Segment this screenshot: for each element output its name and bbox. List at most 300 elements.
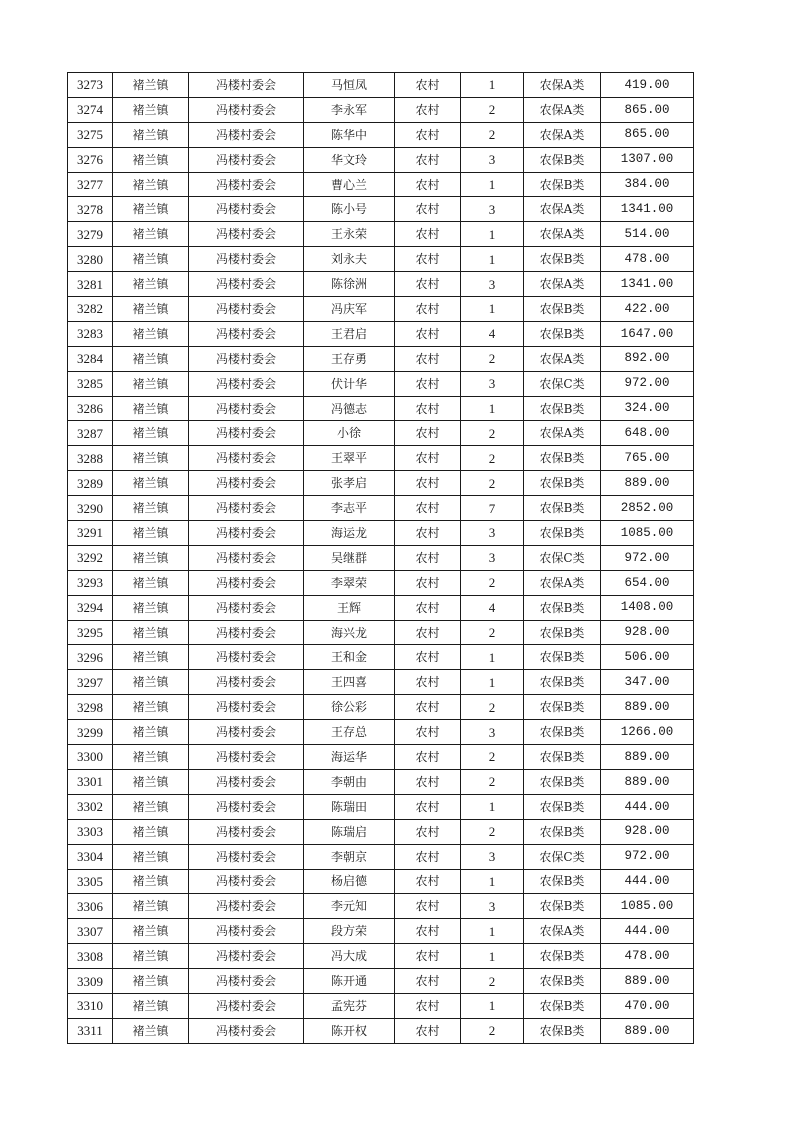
table-row (68, 695, 694, 720)
insurance-category-cell: 农保B类 (524, 869, 601, 894)
household-type-cell: 农村 (395, 172, 461, 197)
amount-cell: 892.00 (601, 346, 694, 371)
member-count-cell: 1 (461, 645, 524, 670)
amount-cell: 1341.00 (601, 272, 694, 297)
amount-cell: 514.00 (601, 222, 694, 247)
amount-cell: 889.00 (601, 695, 694, 720)
table-row (68, 371, 694, 396)
town-cell: 褚兰镇 (113, 147, 189, 172)
insurance-category-cell: 农保B类 (524, 894, 601, 919)
member-count-cell: 2 (461, 1018, 524, 1043)
household-type-cell: 农村 (395, 421, 461, 446)
town-cell: 褚兰镇 (113, 844, 189, 869)
household-type-cell: 农村 (395, 769, 461, 794)
village-committee-cell: 冯楼村委会 (189, 1018, 304, 1043)
town-cell: 褚兰镇 (113, 769, 189, 794)
insurance-category-cell: 农保B类 (524, 720, 601, 745)
table-row (68, 73, 694, 98)
village-committee-cell: 冯楼村委会 (189, 545, 304, 570)
village-committee-cell: 冯楼村委会 (189, 570, 304, 595)
village-committee-cell: 冯楼村委会 (189, 894, 304, 919)
household-type-cell: 农村 (395, 122, 461, 147)
household-type-cell: 农村 (395, 720, 461, 745)
table-row (68, 197, 694, 222)
table-row (68, 421, 694, 446)
member-count-cell: 7 (461, 496, 524, 521)
member-count-cell: 2 (461, 122, 524, 147)
amount-cell: 972.00 (601, 545, 694, 570)
name-cell: 马恒凤 (304, 73, 395, 98)
village-committee-cell: 冯楼村委会 (189, 272, 304, 297)
household-type-cell: 农村 (395, 222, 461, 247)
name-cell: 李朝京 (304, 844, 395, 869)
name-cell: 李元知 (304, 894, 395, 919)
name-cell: 王存勇 (304, 346, 395, 371)
town-cell: 褚兰镇 (113, 471, 189, 496)
amount-cell: 1408.00 (601, 595, 694, 620)
insurance-category-cell: 农保A类 (524, 421, 601, 446)
name-cell: 陈开权 (304, 1018, 395, 1043)
village-committee-cell: 冯楼村委会 (189, 844, 304, 869)
village-committee-cell: 冯楼村委会 (189, 371, 304, 396)
amount-cell: 347.00 (601, 670, 694, 695)
row-number-cell: 3274 (68, 97, 113, 122)
household-type-cell: 农村 (395, 993, 461, 1018)
member-count-cell: 2 (461, 620, 524, 645)
table-row (68, 745, 694, 770)
row-number-cell: 3282 (68, 297, 113, 322)
member-count-cell: 3 (461, 371, 524, 396)
village-committee-cell: 冯楼村委会 (189, 745, 304, 770)
village-committee-cell: 冯楼村委会 (189, 695, 304, 720)
town-cell: 褚兰镇 (113, 321, 189, 346)
member-count-cell: 1 (461, 670, 524, 695)
insurance-category-cell: 农保A类 (524, 346, 601, 371)
village-committee-cell: 冯楼村委会 (189, 197, 304, 222)
table-row (68, 645, 694, 670)
village-committee-cell: 冯楼村委会 (189, 993, 304, 1018)
amount-cell: 865.00 (601, 122, 694, 147)
member-count-cell: 3 (461, 521, 524, 546)
household-type-cell: 农村 (395, 297, 461, 322)
row-number-cell: 3298 (68, 695, 113, 720)
name-cell: 陈瑞田 (304, 794, 395, 819)
name-cell: 冯德志 (304, 396, 395, 421)
row-number-cell: 3277 (68, 172, 113, 197)
town-cell: 褚兰镇 (113, 545, 189, 570)
row-number-cell: 3291 (68, 521, 113, 546)
row-number-cell: 3293 (68, 570, 113, 595)
insurance-category-cell: 农保B类 (524, 471, 601, 496)
insurance-category-cell: 农保B类 (524, 396, 601, 421)
name-cell: 海运龙 (304, 521, 395, 546)
row-number-cell: 3309 (68, 969, 113, 994)
member-count-cell: 1 (461, 919, 524, 944)
town-cell: 褚兰镇 (113, 346, 189, 371)
insurance-category-cell: 农保A类 (524, 97, 601, 122)
row-number-cell: 3275 (68, 122, 113, 147)
amount-cell: 654.00 (601, 570, 694, 595)
town-cell: 褚兰镇 (113, 421, 189, 446)
member-count-cell: 2 (461, 695, 524, 720)
row-number-cell: 3276 (68, 147, 113, 172)
insurance-category-cell: 农保A类 (524, 570, 601, 595)
household-type-cell: 农村 (395, 396, 461, 421)
member-count-cell: 1 (461, 73, 524, 98)
town-cell: 褚兰镇 (113, 272, 189, 297)
household-type-cell: 农村 (395, 147, 461, 172)
village-committee-cell: 冯楼村委会 (189, 471, 304, 496)
member-count-cell: 1 (461, 944, 524, 969)
town-cell: 褚兰镇 (113, 297, 189, 322)
member-count-cell: 1 (461, 247, 524, 272)
amount-cell: 470.00 (601, 993, 694, 1018)
name-cell: 伏计华 (304, 371, 395, 396)
insurance-category-cell: 农保A类 (524, 197, 601, 222)
amount-cell: 765.00 (601, 446, 694, 471)
table-row (68, 670, 694, 695)
member-count-cell: 2 (461, 471, 524, 496)
insurance-category-cell: 农保B类 (524, 521, 601, 546)
table-row (68, 969, 694, 994)
household-type-cell: 农村 (395, 496, 461, 521)
household-type-cell: 农村 (395, 595, 461, 620)
household-type-cell: 农村 (395, 545, 461, 570)
amount-cell: 1085.00 (601, 521, 694, 546)
name-cell: 冯大成 (304, 944, 395, 969)
amount-cell: 972.00 (601, 844, 694, 869)
insurance-category-cell: 农保B类 (524, 620, 601, 645)
row-number-cell: 3295 (68, 620, 113, 645)
village-committee-cell: 冯楼村委会 (189, 147, 304, 172)
row-number-cell: 3288 (68, 446, 113, 471)
household-type-cell: 农村 (395, 894, 461, 919)
member-count-cell: 1 (461, 172, 524, 197)
village-committee-cell: 冯楼村委会 (189, 720, 304, 745)
table-row (68, 471, 694, 496)
table-row (68, 720, 694, 745)
household-type-cell: 农村 (395, 446, 461, 471)
village-committee-cell: 冯楼村委会 (189, 222, 304, 247)
insurance-category-cell: 农保B类 (524, 794, 601, 819)
row-number-cell: 3310 (68, 993, 113, 1018)
row-number-cell: 3299 (68, 720, 113, 745)
member-count-cell: 3 (461, 197, 524, 222)
amount-cell: 972.00 (601, 371, 694, 396)
table-row (68, 272, 694, 297)
member-count-cell: 3 (461, 894, 524, 919)
member-count-cell: 4 (461, 321, 524, 346)
row-number-cell: 3273 (68, 73, 113, 98)
row-number-cell: 3280 (68, 247, 113, 272)
town-cell: 褚兰镇 (113, 247, 189, 272)
town-cell: 褚兰镇 (113, 197, 189, 222)
amount-cell: 865.00 (601, 97, 694, 122)
town-cell: 褚兰镇 (113, 446, 189, 471)
insurance-category-cell: 农保B类 (524, 321, 601, 346)
amount-cell: 1341.00 (601, 197, 694, 222)
household-type-cell: 农村 (395, 645, 461, 670)
amount-cell: 928.00 (601, 819, 694, 844)
insurance-category-cell: 农保B类 (524, 595, 601, 620)
household-type-cell: 农村 (395, 97, 461, 122)
name-cell: 王存总 (304, 720, 395, 745)
village-committee-cell: 冯楼村委会 (189, 670, 304, 695)
village-committee-cell: 冯楼村委会 (189, 620, 304, 645)
row-number-cell: 3289 (68, 471, 113, 496)
row-number-cell: 3290 (68, 496, 113, 521)
name-cell: 吴继群 (304, 545, 395, 570)
household-type-cell: 农村 (395, 620, 461, 645)
table-row (68, 172, 694, 197)
town-cell: 褚兰镇 (113, 720, 189, 745)
insurance-category-cell: 农保B类 (524, 1018, 601, 1043)
village-committee-cell: 冯楼村委会 (189, 595, 304, 620)
town-cell: 褚兰镇 (113, 122, 189, 147)
household-type-cell: 农村 (395, 819, 461, 844)
household-type-cell: 农村 (395, 869, 461, 894)
village-committee-cell: 冯楼村委会 (189, 794, 304, 819)
member-count-cell: 2 (461, 969, 524, 994)
table-row (68, 944, 694, 969)
row-number-cell: 3301 (68, 769, 113, 794)
table-row (68, 521, 694, 546)
household-type-cell: 农村 (395, 346, 461, 371)
village-committee-cell: 冯楼村委会 (189, 496, 304, 521)
member-count-cell: 1 (461, 993, 524, 1018)
amount-cell: 648.00 (601, 421, 694, 446)
member-count-cell: 3 (461, 272, 524, 297)
household-type-cell: 农村 (395, 969, 461, 994)
row-number-cell: 3296 (68, 645, 113, 670)
town-cell: 褚兰镇 (113, 1018, 189, 1043)
member-count-cell: 2 (461, 570, 524, 595)
insurance-category-cell: 农保B类 (524, 670, 601, 695)
name-cell: 曹心兰 (304, 172, 395, 197)
village-committee-cell: 冯楼村委会 (189, 919, 304, 944)
household-type-cell: 农村 (395, 73, 461, 98)
household-type-cell: 农村 (395, 521, 461, 546)
member-count-cell: 1 (461, 396, 524, 421)
amount-cell: 422.00 (601, 297, 694, 322)
member-count-cell: 3 (461, 147, 524, 172)
town-cell: 褚兰镇 (113, 396, 189, 421)
member-count-cell: 2 (461, 769, 524, 794)
member-count-cell: 2 (461, 745, 524, 770)
row-number-cell: 3308 (68, 944, 113, 969)
member-count-cell: 2 (461, 346, 524, 371)
name-cell: 王君启 (304, 321, 395, 346)
amount-cell: 889.00 (601, 745, 694, 770)
insurance-category-cell: 农保A类 (524, 122, 601, 147)
amount-cell: 324.00 (601, 396, 694, 421)
member-count-cell: 2 (461, 446, 524, 471)
member-count-cell: 2 (461, 97, 524, 122)
town-cell: 褚兰镇 (113, 521, 189, 546)
town-cell: 褚兰镇 (113, 944, 189, 969)
household-type-cell: 农村 (395, 471, 461, 496)
name-cell: 李志平 (304, 496, 395, 521)
insurance-category-cell: 农保B类 (524, 645, 601, 670)
village-committee-cell: 冯楼村委会 (189, 446, 304, 471)
table-row (68, 819, 694, 844)
table-row (68, 993, 694, 1018)
town-cell: 褚兰镇 (113, 645, 189, 670)
town-cell: 褚兰镇 (113, 73, 189, 98)
row-number-cell: 3292 (68, 545, 113, 570)
household-type-cell: 农村 (395, 321, 461, 346)
table-row (68, 147, 694, 172)
insurance-category-cell: 农保C类 (524, 371, 601, 396)
name-cell: 陈瑞启 (304, 819, 395, 844)
name-cell: 王和金 (304, 645, 395, 670)
insurance-category-cell: 农保B类 (524, 297, 601, 322)
row-number-cell: 3300 (68, 745, 113, 770)
town-cell: 褚兰镇 (113, 919, 189, 944)
member-count-cell: 2 (461, 819, 524, 844)
table-row (68, 620, 694, 645)
amount-cell: 889.00 (601, 1018, 694, 1043)
village-committee-cell: 冯楼村委会 (189, 122, 304, 147)
row-number-cell: 3287 (68, 421, 113, 446)
member-count-cell: 3 (461, 545, 524, 570)
member-count-cell: 2 (461, 421, 524, 446)
member-count-cell: 1 (461, 869, 524, 894)
name-cell: 华文玲 (304, 147, 395, 172)
insurance-category-cell: 农保B类 (524, 695, 601, 720)
row-number-cell: 3307 (68, 919, 113, 944)
amount-cell: 384.00 (601, 172, 694, 197)
town-cell: 褚兰镇 (113, 695, 189, 720)
row-number-cell: 3302 (68, 794, 113, 819)
town-cell: 褚兰镇 (113, 819, 189, 844)
name-cell: 陈华中 (304, 122, 395, 147)
table-row (68, 122, 694, 147)
row-number-cell: 3305 (68, 869, 113, 894)
amount-cell: 928.00 (601, 620, 694, 645)
household-type-cell: 农村 (395, 844, 461, 869)
village-committee-cell: 冯楼村委会 (189, 346, 304, 371)
insurance-category-cell: 农保A类 (524, 272, 601, 297)
town-cell: 褚兰镇 (113, 97, 189, 122)
table-row (68, 769, 694, 794)
town-cell: 褚兰镇 (113, 869, 189, 894)
row-number-cell: 3297 (68, 670, 113, 695)
row-number-cell: 3281 (68, 272, 113, 297)
amount-cell: 889.00 (601, 471, 694, 496)
amount-cell: 1266.00 (601, 720, 694, 745)
village-committee-cell: 冯楼村委会 (189, 73, 304, 98)
row-number-cell: 3279 (68, 222, 113, 247)
household-type-cell: 农村 (395, 197, 461, 222)
name-cell: 小徐 (304, 421, 395, 446)
name-cell: 王辉 (304, 595, 395, 620)
insurance-category-cell: 农保B类 (524, 969, 601, 994)
table-row (68, 869, 694, 894)
table-row (68, 446, 694, 471)
village-committee-cell: 冯楼村委会 (189, 769, 304, 794)
town-cell: 褚兰镇 (113, 794, 189, 819)
name-cell: 陈开通 (304, 969, 395, 994)
row-number-cell: 3304 (68, 844, 113, 869)
name-cell: 海兴龙 (304, 620, 395, 645)
insurance-category-cell: 农保B类 (524, 769, 601, 794)
table-row (68, 570, 694, 595)
village-committee-cell: 冯楼村委会 (189, 297, 304, 322)
village-committee-cell: 冯楼村委会 (189, 421, 304, 446)
amount-cell: 506.00 (601, 645, 694, 670)
village-committee-cell: 冯楼村委会 (189, 869, 304, 894)
row-number-cell: 3306 (68, 894, 113, 919)
insurance-category-cell: 农保A类 (524, 73, 601, 98)
name-cell: 李永军 (304, 97, 395, 122)
row-number-cell: 3284 (68, 346, 113, 371)
amount-cell: 2852.00 (601, 496, 694, 521)
insurance-category-cell: 农保B类 (524, 446, 601, 471)
name-cell: 杨启德 (304, 869, 395, 894)
insurance-category-cell: 农保B类 (524, 819, 601, 844)
household-type-cell: 农村 (395, 745, 461, 770)
amount-cell: 444.00 (601, 794, 694, 819)
name-cell: 刘永夫 (304, 247, 395, 272)
household-type-cell: 农村 (395, 670, 461, 695)
table-row (68, 396, 694, 421)
amount-cell: 889.00 (601, 969, 694, 994)
table-row (68, 844, 694, 869)
village-committee-cell: 冯楼村委会 (189, 819, 304, 844)
town-cell: 褚兰镇 (113, 595, 189, 620)
row-number-cell: 3311 (68, 1018, 113, 1043)
table-row (68, 321, 694, 346)
table-row (68, 222, 694, 247)
insurance-category-cell: 农保A类 (524, 919, 601, 944)
insurance-category-cell: 农保B类 (524, 172, 601, 197)
town-cell: 褚兰镇 (113, 894, 189, 919)
household-type-cell: 农村 (395, 1018, 461, 1043)
amount-cell: 419.00 (601, 73, 694, 98)
insurance-category-cell: 农保B类 (524, 745, 601, 770)
village-committee-cell: 冯楼村委会 (189, 944, 304, 969)
name-cell: 冯庆军 (304, 297, 395, 322)
village-committee-cell: 冯楼村委会 (189, 521, 304, 546)
insurance-category-cell: 农保B类 (524, 496, 601, 521)
insurance-category-cell: 农保B类 (524, 993, 601, 1018)
insurance-category-cell: 农保B类 (524, 944, 601, 969)
name-cell: 王永荣 (304, 222, 395, 247)
name-cell: 李翠荣 (304, 570, 395, 595)
name-cell: 陈小号 (304, 197, 395, 222)
household-type-cell: 农村 (395, 944, 461, 969)
town-cell: 褚兰镇 (113, 993, 189, 1018)
table-row (68, 545, 694, 570)
row-number-cell: 3283 (68, 321, 113, 346)
name-cell: 海运华 (304, 745, 395, 770)
town-cell: 褚兰镇 (113, 969, 189, 994)
beneficiary-table (67, 72, 694, 1044)
household-type-cell: 农村 (395, 695, 461, 720)
table-row (68, 894, 694, 919)
town-cell: 褚兰镇 (113, 620, 189, 645)
town-cell: 褚兰镇 (113, 222, 189, 247)
name-cell: 孟宪芬 (304, 993, 395, 1018)
town-cell: 褚兰镇 (113, 670, 189, 695)
town-cell: 褚兰镇 (113, 570, 189, 595)
table-row (68, 919, 694, 944)
village-committee-cell: 冯楼村委会 (189, 645, 304, 670)
insurance-category-cell: 农保B类 (524, 247, 601, 272)
insurance-category-cell: 农保C类 (524, 545, 601, 570)
village-committee-cell: 冯楼村委会 (189, 247, 304, 272)
